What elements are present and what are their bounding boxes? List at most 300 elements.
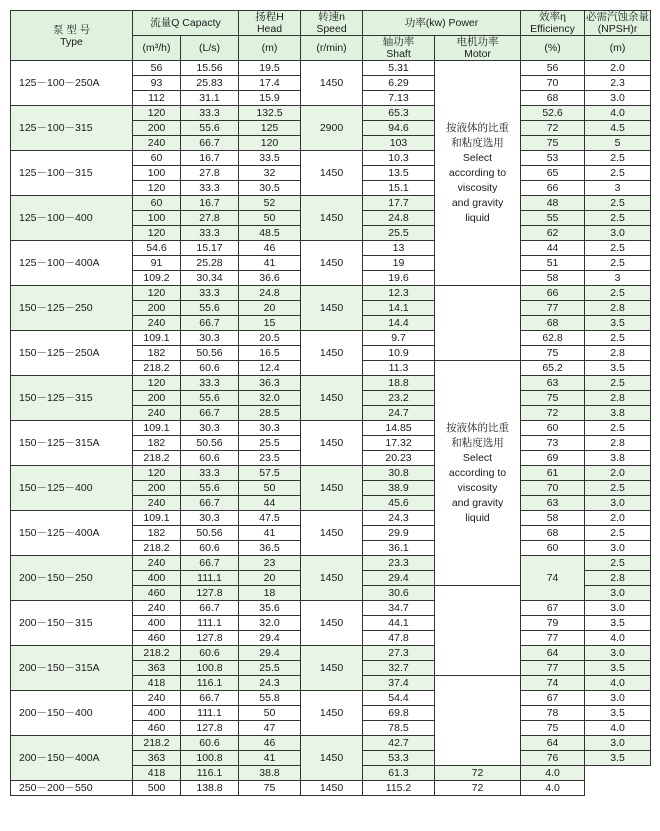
pump-type-cell: 125－100－400A bbox=[11, 241, 133, 286]
pump-type-cell: 200－150－315A bbox=[11, 646, 133, 691]
capacity-ls-cell: 60.6 bbox=[181, 451, 239, 466]
head-cell: 25.5 bbox=[239, 436, 301, 451]
header-npsh-cn: 必需汽蚀余量 bbox=[586, 11, 650, 23]
npsh-cell: 2.5 bbox=[585, 196, 651, 211]
head-cell: 50 bbox=[239, 481, 301, 496]
npsh-cell: 3.0 bbox=[585, 586, 651, 601]
shaft-power-cell: 29.4 bbox=[363, 571, 435, 586]
npsh-cell: 3.5 bbox=[585, 706, 651, 721]
shaft-power-cell: 37.4 bbox=[363, 676, 435, 691]
efficiency-cell: 67 bbox=[521, 691, 585, 706]
head-cell: 38.8 bbox=[239, 766, 301, 781]
shaft-power-cell: 30.6 bbox=[363, 586, 435, 601]
efficiency-cell: 62.8 bbox=[521, 331, 585, 346]
capacity-ls-cell: 60.6 bbox=[181, 541, 239, 556]
npsh-cell: 2.8 bbox=[585, 391, 651, 406]
efficiency-cell: 75 bbox=[521, 721, 585, 736]
header-speed-unit: (r/min) bbox=[301, 36, 363, 61]
shaft-power-cell: 14.85 bbox=[363, 421, 435, 436]
capacity-m3h-cell: 120 bbox=[133, 106, 181, 121]
table-row bbox=[11, 151, 651, 166]
capacity-m3h-cell: 60 bbox=[133, 151, 181, 166]
head-cell: 23 bbox=[239, 556, 301, 571]
capacity-ls-cell: 66.7 bbox=[181, 601, 239, 616]
capacity-ls-cell: 16.7 bbox=[181, 151, 239, 166]
pump-type-cell: 150－125－315A bbox=[11, 421, 133, 466]
shaft-power-cell: 24.3 bbox=[363, 511, 435, 526]
motor-note-line: according to bbox=[448, 166, 507, 179]
capacity-ls-cell: 66.7 bbox=[181, 316, 239, 331]
shaft-power-cell: 19 bbox=[363, 256, 435, 271]
capacity-ls-cell: 33.3 bbox=[181, 376, 239, 391]
npsh-cell: 4.5 bbox=[585, 121, 651, 136]
shaft-power-cell: 15.1 bbox=[363, 181, 435, 196]
capacity-m3h-cell: 54.6 bbox=[133, 241, 181, 256]
head-cell: 75 bbox=[239, 781, 301, 796]
capacity-ls-cell: 55.6 bbox=[181, 391, 239, 406]
speed-cell: 1450 bbox=[301, 421, 363, 466]
shaft-power-cell: 30.8 bbox=[363, 466, 435, 481]
shaft-power-cell: 5.31 bbox=[363, 61, 435, 76]
pump-performance-sheet bbox=[10, 10, 651, 796]
shaft-power-cell: 23.3 bbox=[363, 556, 435, 571]
table-row bbox=[11, 331, 651, 346]
head-cell: 125 bbox=[239, 121, 301, 136]
motor-note-line: Select bbox=[462, 151, 493, 164]
efficiency-cell: 68 bbox=[521, 91, 585, 106]
capacity-ls-cell: 111.1 bbox=[181, 571, 239, 586]
speed-cell: 1450 bbox=[301, 151, 363, 196]
header-head bbox=[239, 11, 301, 36]
table-row bbox=[11, 106, 651, 121]
shaft-power-cell: 54.4 bbox=[363, 691, 435, 706]
head-cell: 52 bbox=[239, 196, 301, 211]
header-speed bbox=[301, 11, 363, 36]
table-row bbox=[11, 736, 651, 751]
header-type bbox=[11, 11, 133, 61]
npsh-cell: 3.5 bbox=[585, 616, 651, 631]
shaft-power-cell: 65.3 bbox=[363, 106, 435, 121]
efficiency-cell: 79 bbox=[521, 616, 585, 631]
speed-cell: 1450 bbox=[301, 286, 363, 331]
capacity-m3h-cell: 240 bbox=[133, 406, 181, 421]
head-cell: 18 bbox=[239, 586, 301, 601]
speed-cell: 2900 bbox=[301, 106, 363, 151]
efficiency-cell: 69 bbox=[521, 451, 585, 466]
npsh-cell: 3.8 bbox=[585, 451, 651, 466]
capacity-m3h-cell: 120 bbox=[133, 466, 181, 481]
head-cell: 120 bbox=[239, 136, 301, 151]
capacity-m3h-cell: 363 bbox=[133, 751, 181, 766]
capacity-ls-cell: 127.8 bbox=[181, 721, 239, 736]
head-cell: 50 bbox=[239, 211, 301, 226]
shaft-power-cell: 14.4 bbox=[363, 316, 435, 331]
header-efficiency-unit: (%) bbox=[521, 36, 585, 61]
head-cell: 24.3 bbox=[239, 676, 301, 691]
capacity-m3h-cell: 182 bbox=[133, 526, 181, 541]
head-cell: 15.9 bbox=[239, 91, 301, 106]
header-capacity-unit-ls: (L/s) bbox=[181, 36, 239, 61]
head-cell: 25.5 bbox=[239, 661, 301, 676]
capacity-m3h-cell: 218.2 bbox=[133, 736, 181, 751]
npsh-cell: 2.8 bbox=[585, 301, 651, 316]
capacity-m3h-cell: 363 bbox=[133, 661, 181, 676]
table-body bbox=[11, 61, 651, 796]
capacity-m3h-cell: 418 bbox=[133, 766, 181, 781]
motor-power-cell bbox=[435, 286, 521, 361]
speed-cell: 1450 bbox=[301, 781, 363, 796]
motor-note-line: 和粘度选用 bbox=[451, 136, 504, 149]
header-speed-cn: 转速n bbox=[318, 11, 345, 23]
efficiency-cell: 77 bbox=[521, 661, 585, 676]
capacity-ls-cell: 33.3 bbox=[181, 181, 239, 196]
capacity-ls-cell: 66.7 bbox=[181, 556, 239, 571]
efficiency-cell: 55 bbox=[521, 211, 585, 226]
pump-type-cell: 200－150－250 bbox=[11, 556, 133, 601]
capacity-ls-cell: 30.3 bbox=[181, 421, 239, 436]
efficiency-cell: 70 bbox=[521, 76, 585, 91]
npsh-cell: 3 bbox=[585, 181, 651, 196]
npsh-cell: 3.0 bbox=[585, 541, 651, 556]
head-cell: 57.5 bbox=[239, 466, 301, 481]
shaft-power-cell: 53.3 bbox=[363, 751, 435, 766]
efficiency-cell: 58 bbox=[521, 271, 585, 286]
npsh-cell: 3.5 bbox=[585, 661, 651, 676]
head-cell: 46 bbox=[239, 736, 301, 751]
header-npsh bbox=[585, 11, 651, 36]
efficiency-cell: 66 bbox=[521, 286, 585, 301]
pump-type-cell: 125－100－250A bbox=[11, 61, 133, 106]
head-cell: 47.5 bbox=[239, 511, 301, 526]
header-motor-power bbox=[435, 36, 521, 61]
capacity-ls-cell: 33.3 bbox=[181, 106, 239, 121]
capacity-ls-cell: 111.1 bbox=[181, 706, 239, 721]
speed-cell: 1450 bbox=[301, 466, 363, 511]
capacity-ls-cell: 111.1 bbox=[181, 616, 239, 631]
npsh-cell: 2.5 bbox=[585, 421, 651, 436]
shaft-power-cell: 29.9 bbox=[363, 526, 435, 541]
npsh-cell: 2.8 bbox=[585, 436, 651, 451]
table-row bbox=[11, 781, 651, 796]
efficiency-cell: 72 bbox=[435, 766, 521, 781]
head-cell: 55.8 bbox=[239, 691, 301, 706]
capacity-ls-cell: 66.7 bbox=[181, 406, 239, 421]
pump-type-cell: 150－125－250 bbox=[11, 286, 133, 331]
motor-note-line: liquid bbox=[465, 511, 490, 524]
capacity-ls-cell: 31.1 bbox=[181, 91, 239, 106]
capacity-ls-cell: 60.6 bbox=[181, 646, 239, 661]
pump-type-cell: 150－125－400A bbox=[11, 511, 133, 556]
motor-power-cell bbox=[435, 676, 521, 766]
efficiency-cell: 66 bbox=[521, 181, 585, 196]
speed-cell: 1450 bbox=[301, 736, 363, 781]
npsh-cell: 2.5 bbox=[585, 241, 651, 256]
head-cell: 12.4 bbox=[239, 361, 301, 376]
npsh-cell: 3.0 bbox=[585, 226, 651, 241]
npsh-cell: 3.0 bbox=[585, 646, 651, 661]
shaft-power-cell: 27.3 bbox=[363, 646, 435, 661]
efficiency-cell: 64 bbox=[521, 736, 585, 751]
table-row bbox=[11, 556, 651, 571]
capacity-m3h-cell: 120 bbox=[133, 376, 181, 391]
shaft-power-cell: 6.29 bbox=[363, 76, 435, 91]
capacity-m3h-cell: 100 bbox=[133, 166, 181, 181]
capacity-m3h-cell: 200 bbox=[133, 301, 181, 316]
capacity-m3h-cell: 182 bbox=[133, 436, 181, 451]
speed-cell: 1450 bbox=[301, 241, 363, 286]
capacity-ls-cell: 30.3 bbox=[181, 331, 239, 346]
pump-type-cell: 150－125－400 bbox=[11, 466, 133, 511]
shaft-power-cell: 10.3 bbox=[363, 151, 435, 166]
speed-cell: 1450 bbox=[301, 601, 363, 646]
npsh-cell: 3.0 bbox=[585, 736, 651, 751]
efficiency-cell: 64 bbox=[521, 646, 585, 661]
header-type-en: Type bbox=[60, 35, 83, 48]
shaft-power-cell: 44.1 bbox=[363, 616, 435, 631]
motor-power-note bbox=[435, 361, 521, 586]
shaft-power-cell: 45.6 bbox=[363, 496, 435, 511]
shaft-power-cell: 61.3 bbox=[363, 766, 435, 781]
npsh-cell: 4.0 bbox=[585, 721, 651, 736]
capacity-m3h-cell: 218.2 bbox=[133, 451, 181, 466]
npsh-cell: 3.0 bbox=[585, 691, 651, 706]
efficiency-cell: 58 bbox=[521, 511, 585, 526]
capacity-ls-cell: 116.1 bbox=[181, 766, 239, 781]
npsh-cell: 2.5 bbox=[585, 526, 651, 541]
capacity-m3h-cell: 240 bbox=[133, 691, 181, 706]
shaft-power-cell: 24.8 bbox=[363, 211, 435, 226]
capacity-m3h-cell: 109.1 bbox=[133, 421, 181, 436]
capacity-ls-cell: 25.28 bbox=[181, 256, 239, 271]
efficiency-cell: 56 bbox=[521, 61, 585, 76]
capacity-m3h-cell: 109.2 bbox=[133, 271, 181, 286]
shaft-power-cell: 7.13 bbox=[363, 91, 435, 106]
speed-cell: 1450 bbox=[301, 331, 363, 376]
npsh-cell: 3.0 bbox=[585, 91, 651, 106]
head-cell: 132.5 bbox=[239, 106, 301, 121]
npsh-cell: 4.0 bbox=[521, 781, 585, 796]
head-cell: 41 bbox=[239, 526, 301, 541]
head-cell: 47 bbox=[239, 721, 301, 736]
capacity-m3h-cell: 400 bbox=[133, 571, 181, 586]
header-efficiency-en: Efficiency bbox=[530, 23, 575, 35]
shaft-power-cell: 25.5 bbox=[363, 226, 435, 241]
capacity-m3h-cell: 400 bbox=[133, 706, 181, 721]
head-cell: 29.4 bbox=[239, 631, 301, 646]
header-npsh-en: (NPSH)r bbox=[597, 23, 638, 35]
head-cell: 28.5 bbox=[239, 406, 301, 421]
capacity-ls-cell: 66.7 bbox=[181, 496, 239, 511]
head-cell: 48.5 bbox=[239, 226, 301, 241]
pump-type-cell: 125－100－315 bbox=[11, 151, 133, 196]
efficiency-cell: 77 bbox=[521, 631, 585, 646]
table-row bbox=[11, 286, 651, 301]
head-cell: 32.0 bbox=[239, 391, 301, 406]
pump-performance-table bbox=[10, 10, 651, 796]
capacity-ls-cell: 60.6 bbox=[181, 361, 239, 376]
table-row bbox=[11, 511, 651, 526]
shaft-power-cell: 42.7 bbox=[363, 736, 435, 751]
efficiency-cell: 75 bbox=[521, 391, 585, 406]
capacity-m3h-cell: 240 bbox=[133, 316, 181, 331]
pump-type-cell: 250－200－550 bbox=[11, 781, 133, 796]
npsh-cell: 2.8 bbox=[585, 571, 651, 586]
npsh-cell: 2.5 bbox=[585, 376, 651, 391]
motor-note-line: liquid bbox=[465, 211, 490, 224]
head-cell: 36.3 bbox=[239, 376, 301, 391]
head-cell: 46 bbox=[239, 241, 301, 256]
capacity-m3h-cell: 182 bbox=[133, 346, 181, 361]
shaft-power-cell: 19.6 bbox=[363, 271, 435, 286]
head-cell: 30.5 bbox=[239, 181, 301, 196]
motor-note-line: Select bbox=[462, 451, 493, 464]
speed-cell: 1450 bbox=[301, 646, 363, 691]
capacity-ls-cell: 16.7 bbox=[181, 196, 239, 211]
capacity-m3h-cell: 200 bbox=[133, 121, 181, 136]
capacity-m3h-cell: 460 bbox=[133, 721, 181, 736]
header-shaft-en: Shaft bbox=[386, 48, 411, 60]
head-cell: 17.4 bbox=[239, 76, 301, 91]
npsh-cell: 3.5 bbox=[585, 316, 651, 331]
header-motor-en: Motor bbox=[464, 48, 491, 60]
head-cell: 50 bbox=[239, 706, 301, 721]
head-cell: 35.6 bbox=[239, 601, 301, 616]
npsh-cell: 2.5 bbox=[585, 166, 651, 181]
capacity-m3h-cell: 200 bbox=[133, 391, 181, 406]
speed-cell: 1450 bbox=[301, 376, 363, 421]
motor-note-line: according to bbox=[448, 466, 507, 479]
pump-type-cell: 150－125－250A bbox=[11, 331, 133, 376]
capacity-ls-cell: 33.3 bbox=[181, 466, 239, 481]
npsh-cell: 4.0 bbox=[585, 676, 651, 691]
capacity-ls-cell: 15.17 bbox=[181, 241, 239, 256]
npsh-cell: 2.5 bbox=[585, 286, 651, 301]
shaft-power-cell: 69.8 bbox=[363, 706, 435, 721]
npsh-cell: 4.0 bbox=[585, 631, 651, 646]
capacity-m3h-cell: 93 bbox=[133, 76, 181, 91]
efficiency-cell: 65.2 bbox=[521, 361, 585, 376]
header-shaft-power bbox=[363, 36, 435, 61]
npsh-cell: 3.8 bbox=[585, 406, 651, 421]
npsh-cell: 2.5 bbox=[585, 151, 651, 166]
capacity-ls-cell: 60.6 bbox=[181, 736, 239, 751]
capacity-m3h-cell: 56 bbox=[133, 61, 181, 76]
efficiency-cell: 72 bbox=[521, 406, 585, 421]
efficiency-cell: 67 bbox=[521, 601, 585, 616]
shaft-power-cell: 13.5 bbox=[363, 166, 435, 181]
header-npsh-unit: (m) bbox=[585, 36, 651, 61]
efficiency-cell: 76 bbox=[521, 751, 585, 766]
speed-cell: 1450 bbox=[301, 61, 363, 106]
capacity-ls-cell: 100.8 bbox=[181, 661, 239, 676]
header-efficiency-cn: 效率η bbox=[539, 11, 566, 23]
capacity-m3h-cell: 418 bbox=[133, 676, 181, 691]
head-cell: 15 bbox=[239, 316, 301, 331]
capacity-m3h-cell: 240 bbox=[133, 496, 181, 511]
shaft-power-cell: 47.8 bbox=[363, 631, 435, 646]
motor-note-line: viscosity bbox=[457, 481, 498, 494]
head-cell: 20.5 bbox=[239, 331, 301, 346]
header-motor-cn: 电机功率 bbox=[456, 36, 499, 48]
head-cell: 33.5 bbox=[239, 151, 301, 166]
motor-note-line: 和粘度选用 bbox=[451, 436, 504, 449]
shaft-power-cell: 12.3 bbox=[363, 286, 435, 301]
npsh-cell: 4.0 bbox=[521, 766, 585, 781]
capacity-m3h-cell: 109.1 bbox=[133, 331, 181, 346]
efficiency-cell: 61 bbox=[521, 466, 585, 481]
efficiency-cell: 72 bbox=[521, 121, 585, 136]
capacity-ls-cell: 55.6 bbox=[181, 301, 239, 316]
head-cell: 36.5 bbox=[239, 541, 301, 556]
capacity-m3h-cell: 60 bbox=[133, 196, 181, 211]
npsh-cell: 2.0 bbox=[585, 511, 651, 526]
pump-type-cell: 125－100－315 bbox=[11, 106, 133, 151]
header-efficiency bbox=[521, 11, 585, 36]
table-row bbox=[11, 691, 651, 706]
npsh-cell: 3.0 bbox=[585, 601, 651, 616]
header-capacity: 流量Q Capacty bbox=[133, 11, 239, 36]
shaft-power-cell: 23.2 bbox=[363, 391, 435, 406]
npsh-cell: 4.0 bbox=[585, 106, 651, 121]
capacity-ls-cell: 55.6 bbox=[181, 481, 239, 496]
head-cell: 29.4 bbox=[239, 646, 301, 661]
head-cell: 19.5 bbox=[239, 61, 301, 76]
npsh-cell: 2.5 bbox=[585, 556, 651, 571]
head-cell: 32 bbox=[239, 166, 301, 181]
capacity-ls-cell: 55.6 bbox=[181, 121, 239, 136]
speed-cell: 1450 bbox=[301, 556, 363, 601]
npsh-cell: 3.5 bbox=[585, 751, 651, 766]
capacity-ls-cell: 127.8 bbox=[181, 631, 239, 646]
shaft-power-cell: 36.1 bbox=[363, 541, 435, 556]
header-type-cn: 泵 型 号 bbox=[52, 23, 91, 36]
head-cell: 23.5 bbox=[239, 451, 301, 466]
npsh-cell: 2.0 bbox=[585, 61, 651, 76]
capacity-m3h-cell: 218.2 bbox=[133, 361, 181, 376]
efficiency-cell: 78 bbox=[521, 706, 585, 721]
capacity-ls-cell: 50.56 bbox=[181, 526, 239, 541]
efficiency-cell: 68 bbox=[521, 316, 585, 331]
shaft-power-cell: 94.6 bbox=[363, 121, 435, 136]
npsh-cell: 2.5 bbox=[585, 481, 651, 496]
table-row bbox=[11, 61, 651, 76]
efficiency-cell: 72 bbox=[435, 781, 521, 796]
shaft-power-cell: 10.9 bbox=[363, 346, 435, 361]
capacity-m3h-cell: 460 bbox=[133, 631, 181, 646]
efficiency-cell: 48 bbox=[521, 196, 585, 211]
head-cell: 24.8 bbox=[239, 286, 301, 301]
table-row bbox=[11, 241, 651, 256]
header-speed-en: Speed bbox=[316, 23, 347, 35]
npsh-cell: 3.0 bbox=[585, 496, 651, 511]
npsh-cell: 2.3 bbox=[585, 76, 651, 91]
capacity-m3h-cell: 400 bbox=[133, 616, 181, 631]
head-cell: 41 bbox=[239, 751, 301, 766]
shaft-power-cell: 32.7 bbox=[363, 661, 435, 676]
capacity-m3h-cell: 460 bbox=[133, 586, 181, 601]
capacity-ls-cell: 27.8 bbox=[181, 211, 239, 226]
shaft-power-cell: 17.32 bbox=[363, 436, 435, 451]
capacity-m3h-cell: 91 bbox=[133, 256, 181, 271]
head-cell: 30.3 bbox=[239, 421, 301, 436]
capacity-m3h-cell: 100 bbox=[133, 211, 181, 226]
pump-type-cell: 200－150－400 bbox=[11, 691, 133, 736]
capacity-ls-cell: 100.8 bbox=[181, 751, 239, 766]
efficiency-cell: 77 bbox=[521, 301, 585, 316]
efficiency-cell: 44 bbox=[521, 241, 585, 256]
speed-cell: 1450 bbox=[301, 691, 363, 736]
capacity-m3h-cell: 120 bbox=[133, 286, 181, 301]
